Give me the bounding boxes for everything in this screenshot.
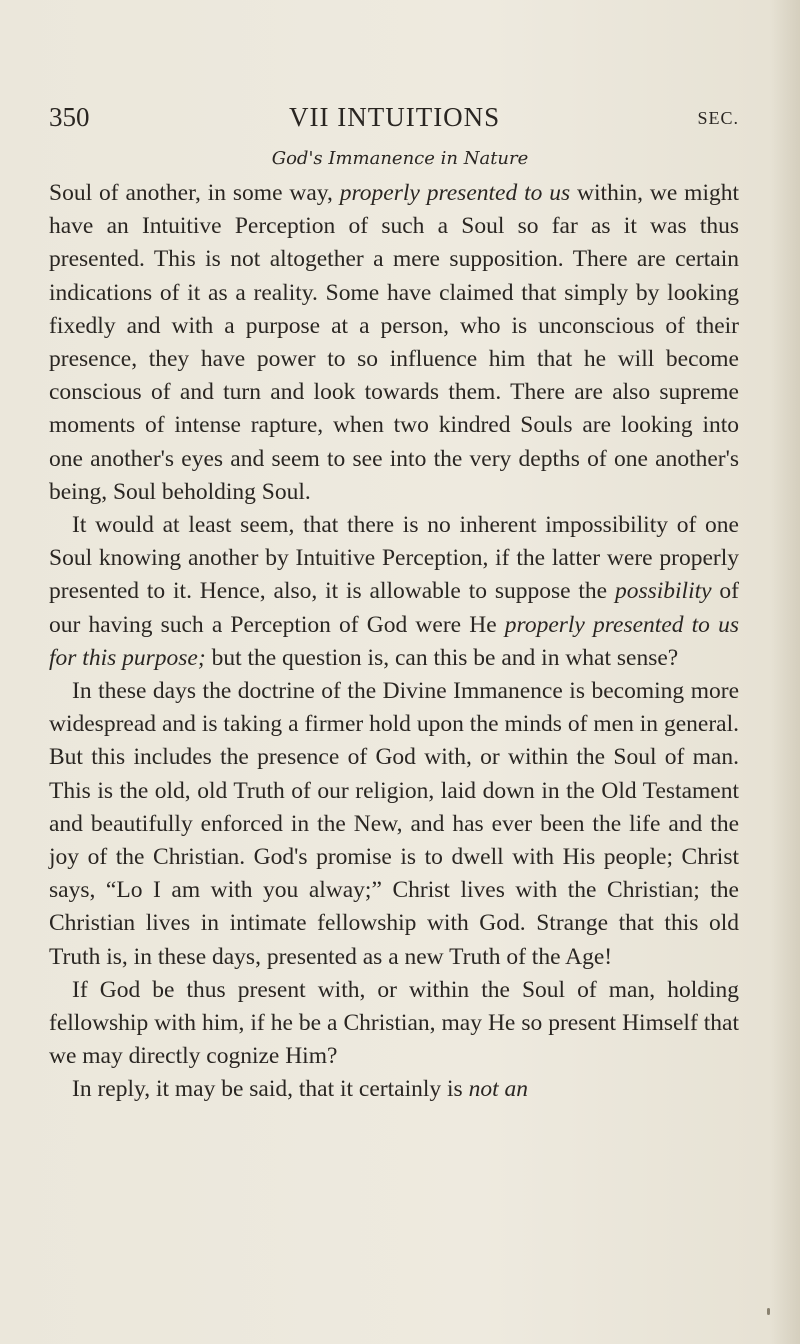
italic-phrase: properly presented to us for this purpose; [49, 611, 739, 671]
section-subtitle: God's Immanence in Nature [271, 148, 529, 169]
paragraph-4: If God be thus present with, or within the Soul of man, holding fellowship with him, if he be a Christian, may He so present Himself that we may directly cognize Him? [49, 976, 739, 1070]
page-edge-shadow [770, 0, 800, 1344]
paper-speck [767, 1308, 770, 1315]
running-header [49, 102, 739, 142]
page-number: 350 [49, 102, 90, 132]
paragraph-2: It would at least seem, that there is no inherent impossibility of one Soul knowing another by Intuitive Perception, if the latter were properly presented to it. Hence, also, it is allowable to suppose the possibility of our having such a Perception of God were He properly presented to us for this purpose; but the question is, can this be and in what sense? [49, 512, 739, 671]
paragraph-5: In reply, it may be said, that it certainly is not an [72, 1076, 528, 1103]
section-label: SEC. [697, 108, 739, 128]
italic-phrase: not an [468, 1076, 528, 1103]
body-text [49, 177, 739, 1107]
italic-phrase: possibility [614, 578, 712, 605]
running-title: VII INTUITIONS [289, 102, 501, 132]
paragraph-1: Soul of another, in some way, properly presented to us within, we might have an Intuitive Perception of such a Soul so far as it was thus presented. This is not altogether a mere supposition. There are certain indications of it as a reality. Some have claimed that simply by looking fixedly and with a purpose at a person, who is unconscious of their presence, they have power to so influence him that he will become conscious of and turn and look towards them. There are also supreme moments of intense rapture, when two kindred Souls are looking into one another's eyes and seem to see into the very depths of one another's being, Soul beholding Soul. [49, 180, 739, 505]
paragraph-3: In these days the doctrine of the Divine Immanence is becoming more widespread and is taking a firmer hold upon the minds of men in general. But this includes the presence of God with, or within the Soul of man. This is the old, old Truth of our religion, laid down in the Old Testament and beautifully enforced in the New, and has ever been the life and the joy of the Christian. God's promise is to dwell with His people; Christ says, “Lo I am with you alway;” Christ lives with the Christian; the Christian lives in intimate fellowship with God. Strange that this old Truth is, in these days, presented as a new Truth of the Age! [49, 678, 739, 970]
italic-phrase: properly presented to us [339, 180, 571, 206]
